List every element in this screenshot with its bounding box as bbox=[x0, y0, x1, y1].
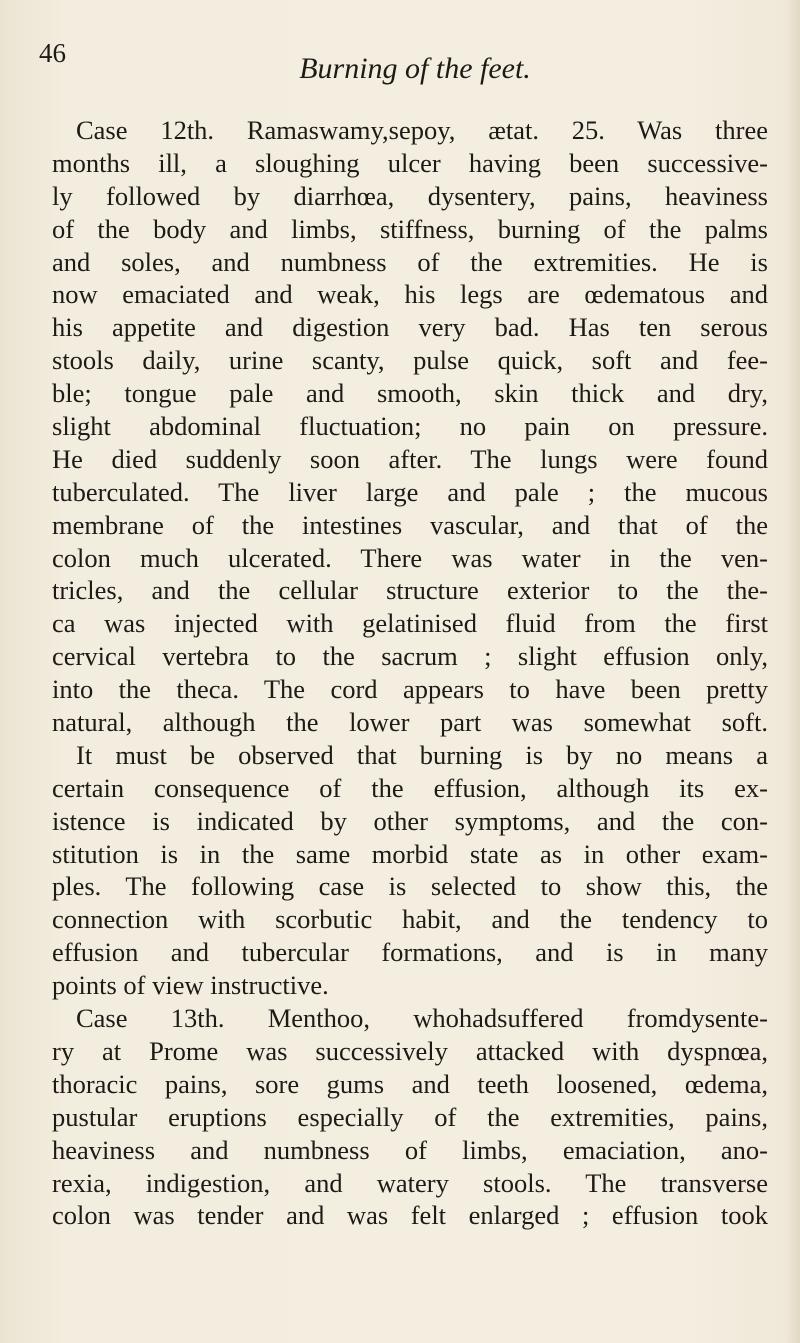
text-line: connection with scorbutic habit, and the tendency to bbox=[52, 904, 768, 935]
text-line: ry at Prome was successively attacked with dyspnœa, bbox=[52, 1035, 768, 1066]
text-line: thoracic pains, sore gums and teeth loosened, œdema, bbox=[52, 1068, 768, 1099]
text-line: certain consequence of the effusion, although its ex- bbox=[52, 772, 768, 803]
text-line: tricles, and the cellular structure exterior to the the- bbox=[52, 575, 768, 606]
text-line: ca was injected with gelatinised fluid from the first bbox=[52, 608, 768, 639]
text-line: and soles, and numbness of the extremities. He is bbox=[52, 246, 768, 277]
text-line: now emaciated and weak, his legs are œdematous and bbox=[52, 279, 768, 310]
text-line: effusion and tubercular formations, and is in many bbox=[52, 937, 768, 968]
text-line: colon was tender and was felt enlarged ; effusion took bbox=[52, 1200, 768, 1231]
text-line: slight abdominal fluctuation; no pain on pressure. bbox=[52, 411, 768, 442]
text-line: his appetite and digestion very bad. Has ten serous bbox=[52, 312, 768, 343]
text-line: tuberculated. The liver large and pale ; the mucous bbox=[52, 476, 768, 507]
text-line: of the body and limbs, stiffness, burning of the palms bbox=[52, 213, 768, 244]
text-line: colon much ulcerated. There was water in the ven- bbox=[52, 542, 768, 573]
text-line: into the theca. The cord appears to have been pretty bbox=[52, 674, 768, 705]
text-line: Case 13th. Menthoo, whohadsuffered fromdysente- bbox=[76, 1003, 768, 1034]
text-line: Case 12th. Ramaswamy,sepoy, ætat. 25. Was three bbox=[76, 115, 768, 145]
text-line: cervical vertebra to the sacrum ; slight effusion only, bbox=[52, 641, 768, 672]
text-line: natural, although the lower part was somewhat soft. bbox=[52, 707, 768, 738]
text-line: ly followed by diarrhœa, dysentery, pains, heaviness bbox=[52, 180, 768, 211]
text-line: points of view instructive. bbox=[52, 970, 329, 1001]
text-line: He died suddenly soon after. The lungs were found bbox=[52, 443, 768, 474]
text-line: It must be observed that burning is by no means a bbox=[76, 739, 768, 770]
body-text bbox=[52, 114, 768, 1232]
text-line: months ill, a sloughing ulcer having been successive- bbox=[52, 147, 768, 178]
text-line: rexia, indigestion, and watery stools. The transverse bbox=[52, 1167, 768, 1198]
text-line: pustular eruptions especially of the extremities, pains, bbox=[52, 1101, 768, 1132]
page-edge-shadow bbox=[786, 0, 800, 1343]
text-line: stitution is in the same morbid state as in other exam- bbox=[52, 838, 768, 869]
text-line: membrane of the intestines vascular, and that of the bbox=[52, 509, 768, 540]
text-line: ble; tongue pale and smooth, skin thick and dry, bbox=[52, 378, 768, 409]
text-line: istence is indicated by other symptoms, and the con- bbox=[52, 805, 768, 836]
page-number: 46 bbox=[39, 38, 66, 68]
text-line: stools daily, urine scanty, pulse quick, soft and fee- bbox=[52, 345, 768, 376]
text-line: ples. The following case is selected to show this, the bbox=[52, 871, 768, 902]
text-line: heaviness and numbness of limbs, emaciation, ano- bbox=[52, 1134, 768, 1165]
running-head: Burning of the feet. bbox=[299, 52, 531, 85]
